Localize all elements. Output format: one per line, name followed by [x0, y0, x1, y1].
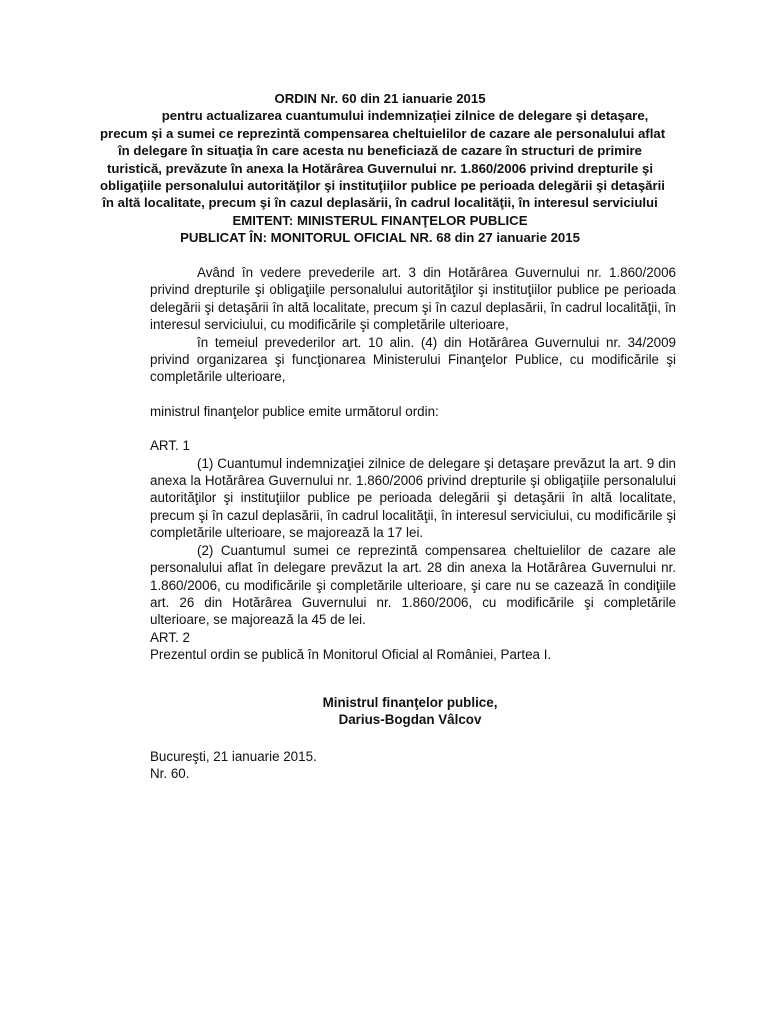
publication-line: PUBLICAT ÎN: MONITORUL OFICIAL NR. 68 din 27 ianuarie 2015 — [180, 230, 580, 246]
order-subject-line: în delegare în situaţia în care acesta nu beneficiază de cazare în structuri de primire — [117, 143, 643, 159]
signature-block — [260, 694, 560, 729]
document-body — [150, 264, 676, 664]
document-header — [100, 90, 666, 247]
order-subject-line: pentru actualizarea cuantumului indemnizației zilnice de delegare şi detaşare, — [161, 108, 649, 124]
article-1-paragraph-2: (2) Cuantumul sumei ce reprezintă compensarea cheltuielilor de cazare ale personalului aflat în delegare prevăzut la art. 28 din anexa la Hotărârea Guvernului nr. 1.860/2006, cu modificările şi completările ulterioare, şi care nu se cazează în condiţiile art. 26 din Hotărârea Guvernului nr. 1.860/2006, cu modificările şi completările ulterioare, se majorează la 45 de lei. — [150, 542, 676, 628]
order-subject-line: în altă localitate, precum şi în cazul deplasării, în cadrul localităţii, în interesul serviciului — [102, 195, 658, 211]
order-subject-line: turistică, prevăzute în anexa la Hotărârea Guvernului nr. 1.860/2006 privind drepturile şi — [106, 160, 654, 176]
article-1-paragraph-1: (1) Cuantumul indemnizaţiei zilnice de delegare şi detaşare prevăzut la art. 9 din anexa la Hotărârea Guvernului nr. 1.860/2006 privind drepturile şi obligaţiile personalului autorităţilor şi instituţiilor publice pe perioada delegării şi detaşării în altă localitate, precum şi în cazul deplasării, în cadrul localităţii, în interesul serviciului, cu modificările şi completările ulterioare, se majorează la 17 lei. — [150, 455, 676, 541]
order-subject-line: precum şi a sumei ce reprezintă compensarea cheltuielilor de cazare ale personalului aflat — [100, 125, 666, 141]
article-2-text: Prezentul ordin se publică în Monitorul Oficial al României, Partea I. — [150, 647, 552, 663]
enacting-formula: ministrul finanţelor publice emite următorul ordin: — [150, 403, 439, 419]
order-title: ORDIN Nr. 60 din 21 ianuarie 2015 — [274, 91, 486, 106]
signatory-role: Ministrul finanţelor publice, — [322, 695, 498, 710]
place-and-date: Bucureşti, 21 ianuarie 2015. — [150, 749, 317, 764]
signatory-name: Darius-Bogdan Vâlcov — [338, 712, 482, 728]
article-1-title: ART. 1 — [150, 438, 190, 454]
preamble-paragraph: Având în vedere prevederile art. 3 din Hotărârea Guvernului nr. 1.860/2006 privind drepturile şi obligaţiile personalului autorităţilor şi instituţiilor publice pe perioada delegării şi detaşării în altă localitate, precum şi în cazul deplasării, în cadrul localităţii, în interesul serviciului, cu modificările şi completările ulterioare, — [150, 265, 676, 333]
order-number: Nr. 60. — [150, 766, 190, 782]
article-2-title: ART. 2 — [150, 629, 190, 645]
order-subject-line: obligaţiile personalului autorităţilor şi instituţiilor publice pe perioada delegării şi detaşării — [100, 178, 665, 194]
preamble-paragraph: în temeiul prevederilor art. 10 alin. (4) din Hotărârea Guvernului nr. 34/2009 privind organizarea şi funcţionarea Ministerului Finanţelor Publice, cu modificările şi completările ulterioare, — [150, 334, 676, 385]
document-footer — [150, 748, 317, 783]
issuer-line: EMITENT: MINISTERUL FINANŢELOR PUBLICE — [232, 212, 528, 228]
